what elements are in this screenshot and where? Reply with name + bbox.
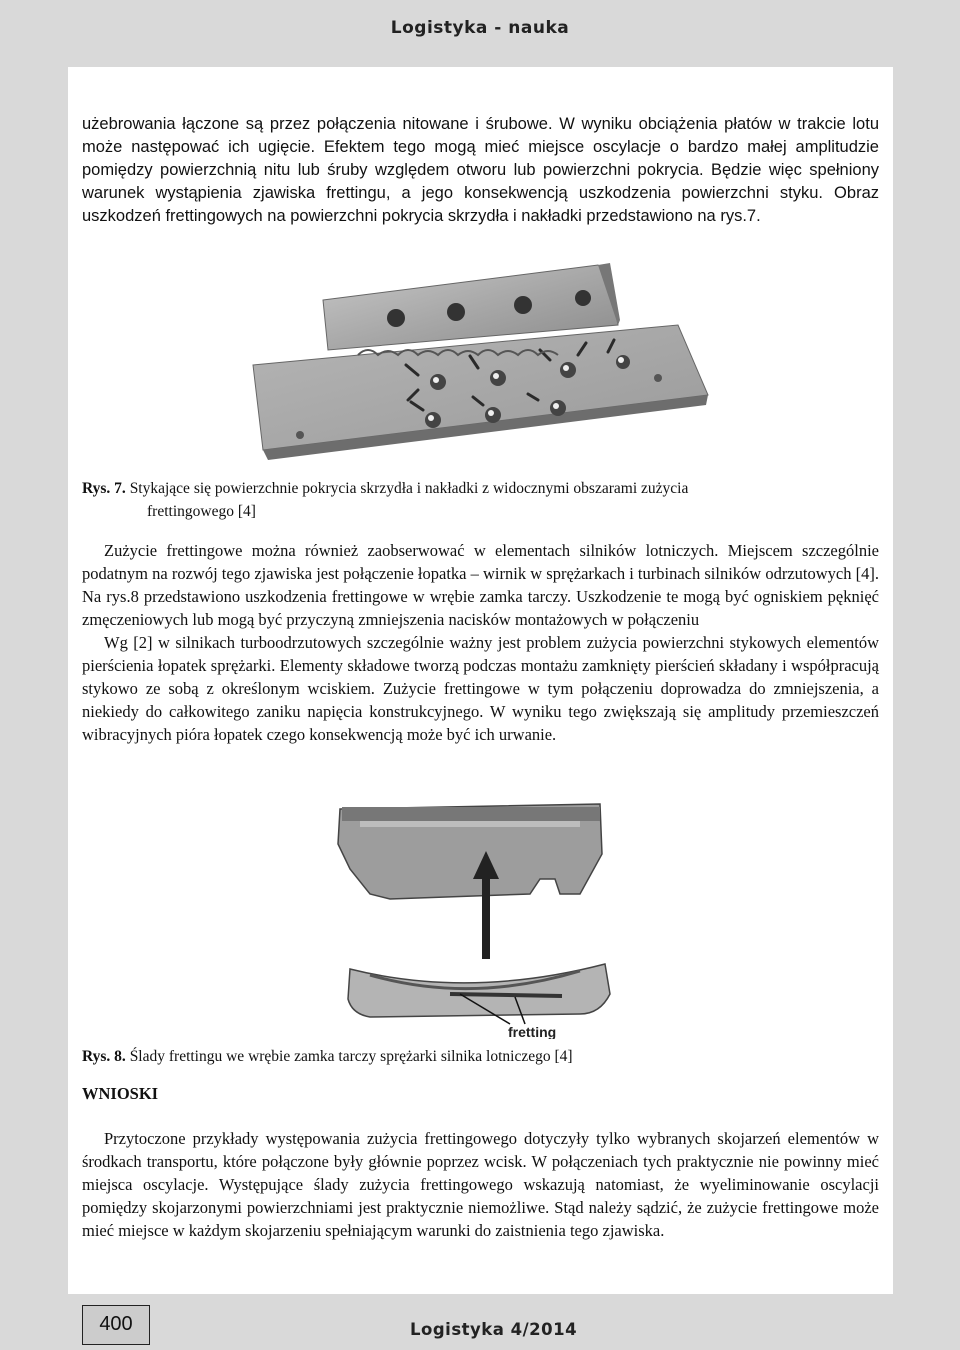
figure-7-caption-continuation: frettingowego [4] <box>147 503 256 520</box>
running-header: Logistyka - nauka <box>390 18 570 38</box>
fretting-annotation: fretting <box>508 1024 557 1039</box>
paragraph-conclusions <box>82 1127 879 1242</box>
paragraph-intro <box>82 113 879 228</box>
figure-8-caption-text: Ślady frettingu we wrębie zamka tarczy sprężarki silnika lotniczego [4] <box>129 1048 573 1065</box>
paragraph-text: Przytoczone przykłady występowania zużycia frettingowego dotyczyły tylko wybranych skojarzeń elementów w środkach transportu, które połączone były głównie poprzez wcisk. W połączeniach tych praktycznie nie powinny mieć miejsca oscylacje. Występujące ślady zużycia frettingowego wskazują natomiast, że wyeliminowanie oscylacji pomiędzy skojarzonymi powierzchniami jest praktycznie niemożliwe. Stąd należy sądzić, że zużycie frettingowe może mieć miejsce w każdym skojarzeniu spełniającym warunki do zaistnienia tego zjawiska. <box>82 1129 879 1240</box>
figure-7-photo <box>238 260 718 470</box>
figure-7-caption <box>82 477 879 523</box>
paragraph-text: użebrowania łączone są przez połączenia nitowane i śrubowe. W wyniku obciążenia płatów w trakcie lotu może następować ich ugięcie. Efektem tego mogą mieć miejsce oscylacje o bardzo małej amplitudzie pomiędzy powierzchnią nitu lub śruby względem otworu lub powierzchni pokrycia. Będzie więc spełniony warunek wystąpienia zjawiska frettingu, a jego konsekwencją uszkodzenia powierzchni styku. Obraz uszkodzeń frettingowych na powierzchni pokrycia skrzydła i nakładki przedstawiono na rys.7. <box>82 115 879 225</box>
paragraph-text: Wg [2] w silnikach turboodrzutowych szczególnie ważny jest problem zużycia powierzchni stykowych elementów pierścienia łopatek sprężarki. Elementy składowe tworzą podczas montażu zamknięty pierścień składany i współpracują stykowo ze sobą z określonym wciskiem. Zużycie frettingowe w tym połączeniu doprowadza do zmniejszenia, a niekiedy do całkowitego zaniku napięcia konstrukcyjnego. W wyniku tego zwiększają się amplitudy przemieszczeń wibracyjnych pióra łopatek czego konsekwencją może być ich urwanie. <box>82 633 879 744</box>
page-content <box>68 67 893 1294</box>
figure-7-label: Rys. 7. <box>82 480 126 497</box>
figure-8-caption <box>82 1045 879 1068</box>
page-number: 400 <box>82 1305 150 1345</box>
running-footer: Logistyka 4/2014 <box>410 1320 578 1339</box>
paragraph-text: Zużycie frettingowe można również zaobserwować w elementach silników lotniczych. Miejscem szczególnie podatnym na rozwój tego zjawiska jest połączenie łopatka – wirnik w sprężarkach i turbinach silników odrzutowych [4]. Na rys.8 przedstawiono uszkodzenia frettingowe w wrębie zamka tarczy. Uszkodzenie te mogą być ogniskiem pęknięć zmęczeniowych lub mogą być przyczyną zmniejszenia nacisków montażowych w połączeniu <box>82 541 879 629</box>
figure-7-caption-text: Stykające się powierzchnie pokrycia skrzydła i nakładki z widocznymi obszarami zużycia <box>129 480 689 497</box>
paragraph-engines <box>82 539 879 746</box>
figure-8-photo <box>330 799 615 1039</box>
conclusions-heading: WNIOSKI <box>82 1084 159 1103</box>
figure-8-label: Rys. 8. <box>82 1048 126 1065</box>
